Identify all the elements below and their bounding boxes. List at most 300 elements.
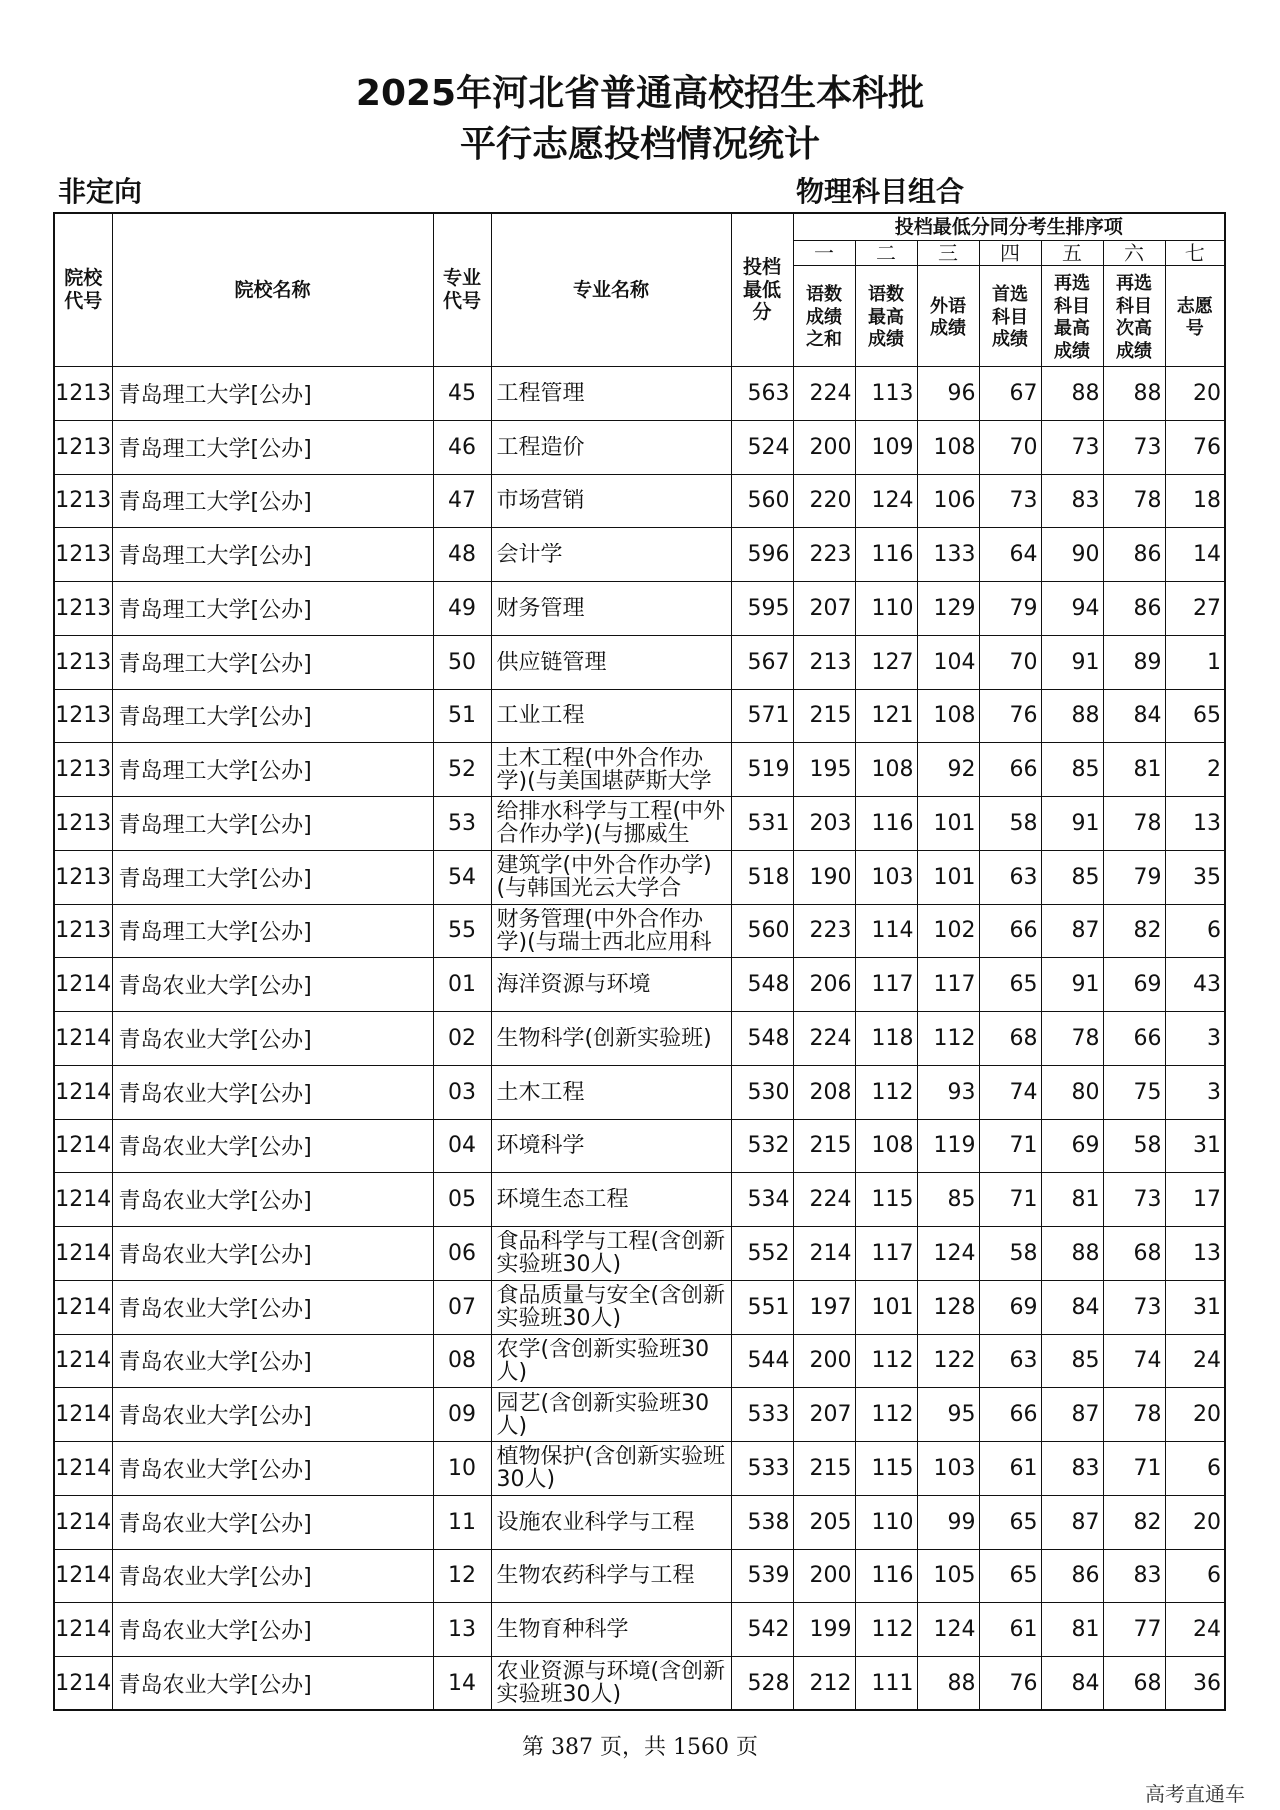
- elective-max-cell: 81: [1041, 1173, 1103, 1227]
- school-name-cell: 青岛农业大学[公办]: [112, 1012, 433, 1066]
- chinese-math-sum-cell: 213: [793, 635, 855, 689]
- school-name-cell: 青岛理工大学[公办]: [112, 850, 433, 904]
- elective-max-cell: 78: [1041, 1012, 1103, 1066]
- header-tiebreak-number: 二: [855, 241, 917, 266]
- school-code-cell: 1213: [54, 743, 112, 797]
- elective-max-cell: 88: [1041, 689, 1103, 743]
- primary-subject-cell: 79: [979, 582, 1041, 636]
- foreign-language-cell: 103: [917, 1442, 979, 1496]
- major-name-text: 环境科学: [496, 1134, 585, 1158]
- major-name-text: 会计学: [496, 543, 563, 567]
- major-code-cell: 45: [433, 367, 491, 421]
- chinese-math-sum-cell: 224: [793, 367, 855, 421]
- foreign-language-cell: 95: [917, 1388, 979, 1442]
- major-name-cell: [491, 1227, 731, 1281]
- table-row: [54, 367, 1225, 421]
- school-code-cell: 1214: [54, 1603, 112, 1657]
- elective-max-cell: 83: [1041, 1442, 1103, 1496]
- major-name-cell: [491, 743, 731, 797]
- chinese-math-sum-cell: 215: [793, 1442, 855, 1496]
- primary-subject-cell: 70: [979, 635, 1041, 689]
- major-code-cell: 02: [433, 1012, 491, 1066]
- school-code-cell: 1213: [54, 582, 112, 636]
- min-score-cell: 533: [731, 1388, 793, 1442]
- min-score-cell: 519: [731, 743, 793, 797]
- foreign-language-cell: 99: [917, 1495, 979, 1549]
- preference-number-cell: 1: [1165, 635, 1225, 689]
- elective-second-cell: 68: [1103, 1227, 1165, 1281]
- chinese-math-max-cell: 113: [855, 367, 917, 421]
- elective-second-cell: 89: [1103, 635, 1165, 689]
- school-code-cell: 1213: [54, 474, 112, 528]
- major-name-text: 工程管理: [496, 381, 585, 405]
- min-score-cell: 524: [731, 420, 793, 474]
- chinese-math-sum-cell: 224: [793, 1012, 855, 1066]
- major-code-cell: 04: [433, 1119, 491, 1173]
- major-name-text: 生物科学(创新实验班): [496, 1026, 712, 1050]
- major-code-cell: 51: [433, 689, 491, 743]
- elective-second-cell: 78: [1103, 797, 1165, 851]
- major-code-cell: 55: [433, 904, 491, 958]
- table-row: [54, 1334, 1225, 1388]
- primary-subject-cell: 58: [979, 1227, 1041, 1281]
- primary-subject-cell: 63: [979, 1334, 1041, 1388]
- major-name-text: 财务管理: [496, 596, 585, 620]
- primary-subject-cell: 69: [979, 1280, 1041, 1334]
- elective-max-cell: 86: [1041, 1549, 1103, 1603]
- major-code-cell: 12: [433, 1549, 491, 1603]
- school-code-cell: 1214: [54, 1280, 112, 1334]
- foreign-language-cell: 124: [917, 1603, 979, 1657]
- school-code-cell: 1214: [54, 1388, 112, 1442]
- foreign-language-cell: 122: [917, 1334, 979, 1388]
- chinese-math-max-cell: 101: [855, 1280, 917, 1334]
- table-row: [54, 1549, 1225, 1603]
- min-score-cell: 533: [731, 1442, 793, 1496]
- min-score-cell: 518: [731, 850, 793, 904]
- major-name-text: 植物保护(含创新实验班30人): [496, 1445, 726, 1492]
- preference-number-cell: 65: [1165, 689, 1225, 743]
- school-code-cell: 1213: [54, 635, 112, 689]
- elective-second-cell: 68: [1103, 1657, 1165, 1711]
- elective-second-cell: 86: [1103, 528, 1165, 582]
- elective-max-cell: 91: [1041, 635, 1103, 689]
- min-score-cell: 571: [731, 689, 793, 743]
- elective-max-cell: 69: [1041, 1119, 1103, 1173]
- major-name-text: 建筑学(中外合作办学)(与韩国光云大学合: [496, 854, 712, 901]
- elective-second-cell: 78: [1103, 1388, 1165, 1442]
- major-code-cell: 10: [433, 1442, 491, 1496]
- page-title-line-1: 2025年河北省普通高校招生本科批: [355, 73, 925, 114]
- chinese-math-max-cell: 112: [855, 1388, 917, 1442]
- table-row: [54, 1012, 1225, 1066]
- foreign-language-cell: 117: [917, 958, 979, 1012]
- major-name-text: 食品科学与工程(含创新实验班30人): [496, 1230, 726, 1277]
- table-row: [54, 958, 1225, 1012]
- chinese-math-max-cell: 112: [855, 1065, 917, 1119]
- header-major-code: 专业代号: [433, 213, 491, 367]
- table-row: [54, 1442, 1225, 1496]
- table-row: [54, 743, 1225, 797]
- primary-subject-cell: 65: [979, 1549, 1041, 1603]
- school-name-cell: 青岛农业大学[公办]: [112, 958, 433, 1012]
- school-name-cell: 青岛农业大学[公办]: [112, 1065, 433, 1119]
- school-name-cell: 青岛农业大学[公办]: [112, 1173, 433, 1227]
- major-code-cell: 50: [433, 635, 491, 689]
- primary-subject-cell: 65: [979, 958, 1041, 1012]
- elective-max-cell: 85: [1041, 850, 1103, 904]
- chinese-math-sum-cell: 215: [793, 1119, 855, 1173]
- school-name-cell: 青岛理工大学[公办]: [112, 367, 433, 421]
- preference-number-cell: 3: [1165, 1065, 1225, 1119]
- school-name-cell: 青岛农业大学[公办]: [112, 1657, 433, 1711]
- elective-max-cell: 73: [1041, 420, 1103, 474]
- table-row: [54, 1495, 1225, 1549]
- school-name-cell: 青岛理工大学[公办]: [112, 420, 433, 474]
- foreign-language-cell: 124: [917, 1227, 979, 1281]
- major-name-cell: [491, 1657, 731, 1711]
- header-tiebreak-number: 六: [1103, 241, 1165, 266]
- primary-subject-cell: 66: [979, 1388, 1041, 1442]
- school-name-cell: 青岛理工大学[公办]: [112, 904, 433, 958]
- primary-subject-cell: 70: [979, 420, 1041, 474]
- chinese-math-max-cell: 103: [855, 850, 917, 904]
- major-code-cell: 13: [433, 1603, 491, 1657]
- major-code-cell: 47: [433, 474, 491, 528]
- elective-second-cell: 66: [1103, 1012, 1165, 1066]
- chinese-math-max-cell: 115: [855, 1442, 917, 1496]
- header-tiebreak-label: 语数成绩之和: [793, 266, 855, 367]
- primary-subject-cell: 67: [979, 367, 1041, 421]
- chinese-math-max-cell: 109: [855, 420, 917, 474]
- major-name-text: 生物育种科学: [496, 1618, 629, 1642]
- major-name-text: 环境生态工程: [496, 1188, 629, 1212]
- foreign-language-cell: 96: [917, 367, 979, 421]
- primary-subject-cell: 71: [979, 1119, 1041, 1173]
- chinese-math-sum-cell: 223: [793, 528, 855, 582]
- school-code-cell: 1213: [54, 797, 112, 851]
- table-row: [54, 689, 1225, 743]
- preference-number-cell: 20: [1165, 367, 1225, 421]
- major-name-cell: [491, 582, 731, 636]
- foreign-language-cell: 105: [917, 1549, 979, 1603]
- elective-second-cell: 82: [1103, 1495, 1165, 1549]
- major-name-cell: [491, 474, 731, 528]
- min-score-cell: 596: [731, 528, 793, 582]
- chinese-math-sum-cell: 197: [793, 1280, 855, 1334]
- school-code-cell: 1214: [54, 1065, 112, 1119]
- min-score-cell: 560: [731, 474, 793, 528]
- table-row: [54, 582, 1225, 636]
- major-name-text: 工业工程: [496, 704, 585, 728]
- elective-max-cell: 85: [1041, 1334, 1103, 1388]
- major-name-cell: [491, 1495, 731, 1549]
- elective-max-cell: 80: [1041, 1065, 1103, 1119]
- school-code-cell: 1214: [54, 958, 112, 1012]
- major-name-text: 海洋资源与环境: [496, 973, 651, 997]
- school-name-cell: 青岛农业大学[公办]: [112, 1603, 433, 1657]
- elective-max-cell: 84: [1041, 1657, 1103, 1711]
- header-tiebreak-title: 投档最低分同分考生排序项: [793, 213, 1225, 241]
- primary-subject-cell: 76: [979, 689, 1041, 743]
- min-score-cell: 551: [731, 1280, 793, 1334]
- elective-second-cell: 88: [1103, 367, 1165, 421]
- major-code-cell: 54: [433, 850, 491, 904]
- foreign-language-cell: 85: [917, 1173, 979, 1227]
- preference-number-cell: 20: [1165, 1495, 1225, 1549]
- major-name-cell: [491, 1012, 731, 1066]
- chinese-math-sum-cell: 208: [793, 1065, 855, 1119]
- major-name-cell: [491, 1388, 731, 1442]
- chinese-math-max-cell: 111: [855, 1657, 917, 1711]
- foreign-language-cell: 133: [917, 528, 979, 582]
- foreign-language-cell: 129: [917, 582, 979, 636]
- elective-second-cell: 81: [1103, 743, 1165, 797]
- elective-second-cell: 82: [1103, 904, 1165, 958]
- major-name-text: 农业资源与环境(含创新实验班30人): [496, 1660, 726, 1707]
- min-score-cell: 552: [731, 1227, 793, 1281]
- table-row: [54, 904, 1225, 958]
- foreign-language-cell: 101: [917, 850, 979, 904]
- major-name-text: 设施农业科学与工程: [496, 1510, 695, 1534]
- elective-max-cell: 87: [1041, 904, 1103, 958]
- major-code-cell: 08: [433, 1334, 491, 1388]
- preference-number-cell: 13: [1165, 797, 1225, 851]
- preference-number-cell: 6: [1165, 904, 1225, 958]
- major-code-cell: 48: [433, 528, 491, 582]
- chinese-math-max-cell: 110: [855, 1495, 917, 1549]
- major-name-text: 土木工程: [496, 1080, 585, 1104]
- min-score-cell: 539: [731, 1549, 793, 1603]
- header-tiebreak-label: 语数最高成绩: [855, 266, 917, 367]
- school-name-cell: 青岛农业大学[公办]: [112, 1549, 433, 1603]
- table-row: [54, 1280, 1225, 1334]
- foreign-language-cell: 88: [917, 1657, 979, 1711]
- header-tiebreak-number: 五: [1041, 241, 1103, 266]
- min-score-cell: 544: [731, 1334, 793, 1388]
- preference-number-cell: 24: [1165, 1334, 1225, 1388]
- major-name-cell: [491, 528, 731, 582]
- major-code-cell: 06: [433, 1227, 491, 1281]
- school-name-cell: 青岛农业大学[公办]: [112, 1280, 433, 1334]
- elective-max-cell: 81: [1041, 1603, 1103, 1657]
- table-row: [54, 1227, 1225, 1281]
- min-score-cell: 542: [731, 1603, 793, 1657]
- chinese-math-sum-cell: 203: [793, 797, 855, 851]
- min-score-cell: 538: [731, 1495, 793, 1549]
- chinese-math-sum-cell: 215: [793, 689, 855, 743]
- major-code-cell: 52: [433, 743, 491, 797]
- chinese-math-sum-cell: 223: [793, 904, 855, 958]
- preference-number-cell: 2: [1165, 743, 1225, 797]
- major-name-text: 生物农药科学与工程: [496, 1564, 695, 1588]
- school-code-cell: 1213: [54, 850, 112, 904]
- school-name-cell: 青岛理工大学[公办]: [112, 689, 433, 743]
- major-name-cell: [491, 1065, 731, 1119]
- major-code-cell: 07: [433, 1280, 491, 1334]
- major-name-cell: [491, 420, 731, 474]
- preference-number-cell: 27: [1165, 582, 1225, 636]
- elective-max-cell: 84: [1041, 1280, 1103, 1334]
- table-row: [54, 420, 1225, 474]
- chinese-math-max-cell: 115: [855, 1173, 917, 1227]
- elective-second-cell: 84: [1103, 689, 1165, 743]
- major-code-cell: 46: [433, 420, 491, 474]
- school-name-cell: 青岛农业大学[公办]: [112, 1334, 433, 1388]
- school-name-cell: 青岛理工大学[公办]: [112, 635, 433, 689]
- major-code-cell: 11: [433, 1495, 491, 1549]
- foreign-language-cell: 128: [917, 1280, 979, 1334]
- chinese-math-sum-cell: 224: [793, 1173, 855, 1227]
- major-name-text: 食品质量与安全(含创新实验班30人): [496, 1284, 726, 1331]
- preference-number-cell: 43: [1165, 958, 1225, 1012]
- school-code-cell: 1214: [54, 1012, 112, 1066]
- table-row: [54, 635, 1225, 689]
- foreign-language-cell: 106: [917, 474, 979, 528]
- school-code-cell: 1214: [54, 1173, 112, 1227]
- preference-number-cell: 31: [1165, 1119, 1225, 1173]
- major-code-cell: 09: [433, 1388, 491, 1442]
- header-tiebreak-label: 志愿号: [1165, 266, 1225, 367]
- chinese-math-max-cell: 117: [855, 1227, 917, 1281]
- major-name-cell: [491, 958, 731, 1012]
- school-code-cell: 1214: [54, 1119, 112, 1173]
- major-name-text: 工程造价: [496, 435, 585, 459]
- primary-subject-cell: 65: [979, 1495, 1041, 1549]
- school-name-cell: 青岛农业大学[公办]: [112, 1119, 433, 1173]
- header-tiebreak-label: 再选科目次高成绩: [1103, 266, 1165, 367]
- preference-number-cell: 20: [1165, 1388, 1225, 1442]
- preference-number-cell: 13: [1165, 1227, 1225, 1281]
- chinese-math-max-cell: 112: [855, 1603, 917, 1657]
- elective-second-cell: 71: [1103, 1442, 1165, 1496]
- header-min-score: 投档最低分: [731, 213, 793, 367]
- elective-max-cell: 88: [1041, 1227, 1103, 1281]
- foreign-language-cell: 93: [917, 1065, 979, 1119]
- min-score-cell: 595: [731, 582, 793, 636]
- major-code-cell: 01: [433, 958, 491, 1012]
- elective-max-cell: 83: [1041, 474, 1103, 528]
- elective-second-cell: 73: [1103, 1280, 1165, 1334]
- school-name-cell: 青岛农业大学[公办]: [112, 1495, 433, 1549]
- elective-max-cell: 87: [1041, 1495, 1103, 1549]
- admission-table: [53, 212, 1226, 1711]
- elective-second-cell: 78: [1103, 474, 1165, 528]
- preference-number-cell: 76: [1165, 420, 1225, 474]
- chinese-math-max-cell: 116: [855, 1549, 917, 1603]
- chinese-math-max-cell: 110: [855, 582, 917, 636]
- major-name-cell: [491, 1119, 731, 1173]
- chinese-math-max-cell: 108: [855, 743, 917, 797]
- school-code-cell: 1213: [54, 528, 112, 582]
- school-code-cell: 1214: [54, 1227, 112, 1281]
- foreign-language-cell: 104: [917, 635, 979, 689]
- chinese-math-sum-cell: 200: [793, 1334, 855, 1388]
- header-tiebreak-number: 四: [979, 241, 1041, 266]
- school-name-cell: 青岛理工大学[公办]: [112, 797, 433, 851]
- chinese-math-sum-cell: 214: [793, 1227, 855, 1281]
- chinese-math-sum-cell: 207: [793, 582, 855, 636]
- chinese-math-max-cell: 118: [855, 1012, 917, 1066]
- primary-subject-cell: 61: [979, 1603, 1041, 1657]
- chinese-math-max-cell: 116: [855, 797, 917, 851]
- chinese-math-max-cell: 117: [855, 958, 917, 1012]
- header-school-name: 院校名称: [112, 213, 433, 367]
- foreign-language-cell: 119: [917, 1119, 979, 1173]
- chinese-math-sum-cell: 220: [793, 474, 855, 528]
- elective-second-cell: 86: [1103, 582, 1165, 636]
- chinese-math-max-cell: 114: [855, 904, 917, 958]
- preference-number-cell: 14: [1165, 528, 1225, 582]
- foreign-language-cell: 102: [917, 904, 979, 958]
- major-name-cell: [491, 1280, 731, 1334]
- school-code-cell: 1214: [54, 1334, 112, 1388]
- preference-number-cell: 35: [1165, 850, 1225, 904]
- preference-number-cell: 18: [1165, 474, 1225, 528]
- min-score-cell: 532: [731, 1119, 793, 1173]
- major-name-text: 农学(含创新实验班30人): [496, 1337, 710, 1384]
- foreign-language-cell: 108: [917, 420, 979, 474]
- primary-subject-cell: 66: [979, 904, 1041, 958]
- primary-subject-cell: 74: [979, 1065, 1041, 1119]
- header-tiebreak-number: 一: [793, 241, 855, 266]
- table-row: [54, 1173, 1225, 1227]
- major-code-cell: 49: [433, 582, 491, 636]
- elective-max-cell: 85: [1041, 743, 1103, 797]
- school-code-cell: 1214: [54, 1495, 112, 1549]
- min-score-cell: 531: [731, 797, 793, 851]
- foreign-language-cell: 108: [917, 689, 979, 743]
- subject-group-label: 物理科目组合: [796, 175, 965, 208]
- school-name-cell: 青岛理工大学[公办]: [112, 528, 433, 582]
- chinese-math-sum-cell: 206: [793, 958, 855, 1012]
- header-major-name: 专业名称: [491, 213, 731, 367]
- header-tiebreak-label: 首选科目成绩: [979, 266, 1041, 367]
- preference-number-cell: 31: [1165, 1280, 1225, 1334]
- school-name-cell: 青岛理工大学[公办]: [112, 474, 433, 528]
- chinese-math-sum-cell: 200: [793, 1549, 855, 1603]
- elective-second-cell: 77: [1103, 1603, 1165, 1657]
- primary-subject-cell: 61: [979, 1442, 1041, 1496]
- elective-max-cell: 88: [1041, 367, 1103, 421]
- primary-subject-cell: 63: [979, 850, 1041, 904]
- table-row: [54, 474, 1225, 528]
- elective-second-cell: 75: [1103, 1065, 1165, 1119]
- chinese-math-sum-cell: 190: [793, 850, 855, 904]
- chinese-math-max-cell: 112: [855, 1334, 917, 1388]
- chinese-math-sum-cell: 200: [793, 420, 855, 474]
- header-school-code: 院校代号: [54, 213, 112, 367]
- major-name-text: 土木工程(中外合作办学)(与美国堪萨斯大学: [496, 746, 712, 793]
- school-name-cell: 青岛农业大学[公办]: [112, 1227, 433, 1281]
- elective-second-cell: 69: [1103, 958, 1165, 1012]
- elective-max-cell: 94: [1041, 582, 1103, 636]
- major-name-cell: [491, 797, 731, 851]
- table-row: [54, 1657, 1225, 1711]
- page-title-line-2: 平行志愿投档情况统计: [459, 124, 820, 165]
- min-score-cell: 560: [731, 904, 793, 958]
- school-name-cell: 青岛理工大学[公办]: [112, 743, 433, 797]
- school-code-cell: 1213: [54, 904, 112, 958]
- header-tiebreak-label: 再选科目最高成绩: [1041, 266, 1103, 367]
- page-number: 第 387 页，共 1560 页: [522, 1735, 758, 1760]
- header-tiebreak-number: 三: [917, 241, 979, 266]
- chinese-math-max-cell: 116: [855, 528, 917, 582]
- primary-subject-cell: 58: [979, 797, 1041, 851]
- major-name-text: 园艺(含创新实验班30人): [496, 1391, 710, 1438]
- major-name-cell: [491, 635, 731, 689]
- major-code-cell: 14: [433, 1657, 491, 1711]
